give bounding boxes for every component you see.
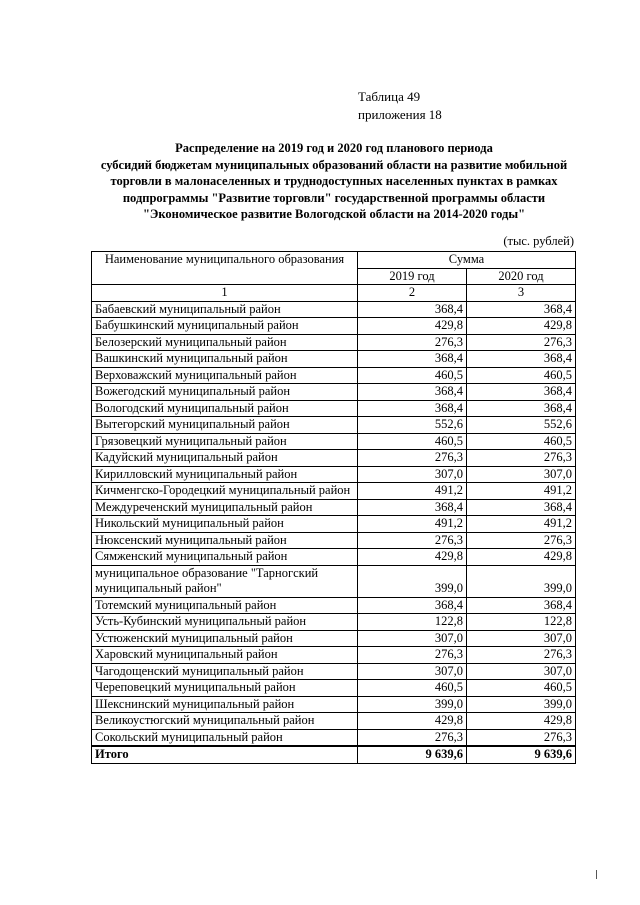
title-line: торговли в малонаселенных и труднодоступных населенных пунктах в рамках — [110, 174, 558, 188]
municipality-name: Сокольский муниципальный район — [92, 729, 358, 746]
document-title — [84, 140, 584, 223]
municipality-name: Череповецкий муниципальный район — [92, 680, 358, 697]
amount-2019: 460,5 — [358, 367, 467, 384]
municipality-name: муниципальное образование "Тарногский муниципальный район" — [92, 565, 358, 597]
municipality-name: Бабушкинский муниципальный район — [92, 318, 358, 335]
table-number: Таблица 49 — [358, 89, 421, 104]
municipality-name: Тотемский муниципальный район — [92, 597, 358, 614]
amount-2020: 368,4 — [467, 400, 576, 417]
table-row — [92, 532, 576, 549]
amount-2020: 122,8 — [467, 614, 576, 631]
amount-2019: 276,3 — [358, 450, 467, 467]
municipality-name: Харовский муниципальный район — [92, 647, 358, 664]
header-2019: 2019 год — [358, 268, 467, 285]
table-row — [92, 483, 576, 500]
header-sum: Сумма — [358, 252, 576, 269]
table-row — [92, 301, 576, 318]
municipality-name: Никольский муниципальный район — [92, 516, 358, 533]
title-line: Распределение на 2019 год и 2020 год планового периода — [175, 141, 493, 155]
amount-2019: 368,4 — [358, 499, 467, 516]
table-row — [92, 597, 576, 614]
header-2020: 2020 год — [467, 268, 576, 285]
municipality-name: Нюксенский муниципальный район — [92, 532, 358, 549]
amount-2020: 276,3 — [467, 450, 576, 467]
amount-2019: 429,8 — [358, 713, 467, 730]
page-edge-mark — [596, 870, 597, 879]
amount-2019: 429,8 — [358, 318, 467, 335]
total-2019: 9 639,6 — [358, 746, 467, 763]
table-row — [92, 367, 576, 384]
municipality-name: Междуреченский муниципальный район — [92, 499, 358, 516]
amount-2020: 460,5 — [467, 680, 576, 697]
table-row — [92, 384, 576, 401]
appendix-number: приложения 18 — [358, 107, 442, 122]
amount-2020: 399,0 — [467, 565, 576, 597]
amount-2020: 276,3 — [467, 647, 576, 664]
amount-2019: 460,5 — [358, 680, 467, 697]
municipality-name: Устюженский муниципальный район — [92, 630, 358, 647]
table-row — [92, 400, 576, 417]
municipality-name: Белозерский муниципальный район — [92, 334, 358, 351]
table-row — [92, 499, 576, 516]
total-2020: 9 639,6 — [467, 746, 576, 763]
municipality-name: Великоустюгский муниципальный район — [92, 713, 358, 730]
table-row — [92, 729, 576, 746]
amount-2020: 368,4 — [467, 499, 576, 516]
amount-2019: 368,4 — [358, 384, 467, 401]
title-line: "Экономическое развитие Вологодской области на 2014-2020 годы" — [142, 207, 526, 221]
amount-2020: 552,6 — [467, 417, 576, 434]
amount-2019: 491,2 — [358, 516, 467, 533]
table-row — [92, 663, 576, 680]
column-number-row — [92, 285, 576, 302]
municipality-name: Усть-Кубинский муниципальный район — [92, 614, 358, 631]
table-row — [92, 450, 576, 467]
amount-2020: 368,4 — [467, 351, 576, 368]
table-row — [92, 630, 576, 647]
table-row — [92, 351, 576, 368]
municipality-name: Кирилловский муниципальный район — [92, 466, 358, 483]
appendix-label — [358, 88, 442, 124]
amount-2019: 399,0 — [358, 696, 467, 713]
amount-2020: 491,2 — [467, 516, 576, 533]
municipality-name: Вожегодский муниципальный район — [92, 384, 358, 401]
amount-2019: 276,3 — [358, 532, 467, 549]
title-line: субсидий бюджетам муниципальных образований области на развитие мобильной — [100, 157, 568, 172]
amount-2019: 307,0 — [358, 630, 467, 647]
amount-2020: 460,5 — [467, 367, 576, 384]
table-row — [92, 565, 576, 597]
amount-2020: 276,3 — [467, 532, 576, 549]
municipality-name: Сямженский муниципальный район — [92, 549, 358, 566]
municipality-name: Вашкинский муниципальный район — [92, 351, 358, 368]
total-row — [92, 746, 576, 763]
amount-2019: 276,3 — [358, 729, 467, 746]
column-number: 3 — [467, 285, 576, 302]
amount-2020: 276,3 — [467, 729, 576, 746]
amount-2020: 307,0 — [467, 630, 576, 647]
municipality-name: Кадуйский муниципальный район — [92, 450, 358, 467]
column-number: 2 — [358, 285, 467, 302]
subsidy-table — [91, 251, 576, 764]
header-name: Наименование муниципального образования — [92, 252, 358, 285]
amount-2020: 368,4 — [467, 597, 576, 614]
amount-2020: 429,8 — [467, 549, 576, 566]
municipality-name: Грязовецкий муниципальный район — [92, 433, 358, 450]
table-row — [92, 696, 576, 713]
municipality-name: Вологодский муниципальный район — [92, 400, 358, 417]
amount-2020: 491,2 — [467, 483, 576, 500]
amount-2019: 122,8 — [358, 614, 467, 631]
table-row — [92, 647, 576, 664]
municipality-name: Бабаевский муниципальный район — [92, 301, 358, 318]
amount-2020: 276,3 — [467, 334, 576, 351]
column-number: 1 — [92, 285, 358, 302]
municipality-name: Чагодощенский муниципальный район — [92, 663, 358, 680]
municipality-name: Верховажский муниципальный район — [92, 367, 358, 384]
table-row — [92, 466, 576, 483]
amount-2019: 276,3 — [358, 334, 467, 351]
table-row — [92, 334, 576, 351]
amount-2019: 307,0 — [358, 663, 467, 680]
amount-2020: 429,8 — [467, 318, 576, 335]
amount-2019: 399,0 — [358, 565, 467, 597]
municipality-name: Кичменгско-Городецкий муниципальный район — [92, 483, 358, 500]
amount-2020: 307,0 — [467, 466, 576, 483]
amount-2020: 368,4 — [467, 301, 576, 318]
table-row — [92, 713, 576, 730]
amount-2019: 368,4 — [358, 351, 467, 368]
amount-2020: 307,0 — [467, 663, 576, 680]
table-row — [92, 680, 576, 697]
amount-2019: 460,5 — [358, 433, 467, 450]
table-row — [92, 516, 576, 533]
table-row — [92, 549, 576, 566]
table-row — [92, 318, 576, 335]
amount-2020: 460,5 — [467, 433, 576, 450]
units-note: (тыс. рублей) — [503, 234, 574, 248]
amount-2019: 491,2 — [358, 483, 467, 500]
municipality-name: Шекснинский муниципальный район — [92, 696, 358, 713]
amount-2019: 552,6 — [358, 417, 467, 434]
municipality-name: Вытегорский муниципальный район — [92, 417, 358, 434]
amount-2020: 399,0 — [467, 696, 576, 713]
header-row — [92, 252, 576, 269]
amount-2020: 429,8 — [467, 713, 576, 730]
title-line: подпрограммы "Развитие торговли" государственной программы области — [122, 190, 546, 205]
table-row — [92, 417, 576, 434]
amount-2019: 429,8 — [358, 549, 467, 566]
amount-2019: 307,0 — [358, 466, 467, 483]
amount-2019: 276,3 — [358, 647, 467, 664]
amount-2019: 368,4 — [358, 301, 467, 318]
amount-2020: 368,4 — [467, 384, 576, 401]
table-row — [92, 433, 576, 450]
amount-2019: 368,4 — [358, 400, 467, 417]
amount-2019: 368,4 — [358, 597, 467, 614]
total-label: Итого — [92, 746, 358, 763]
table-row — [92, 614, 576, 631]
